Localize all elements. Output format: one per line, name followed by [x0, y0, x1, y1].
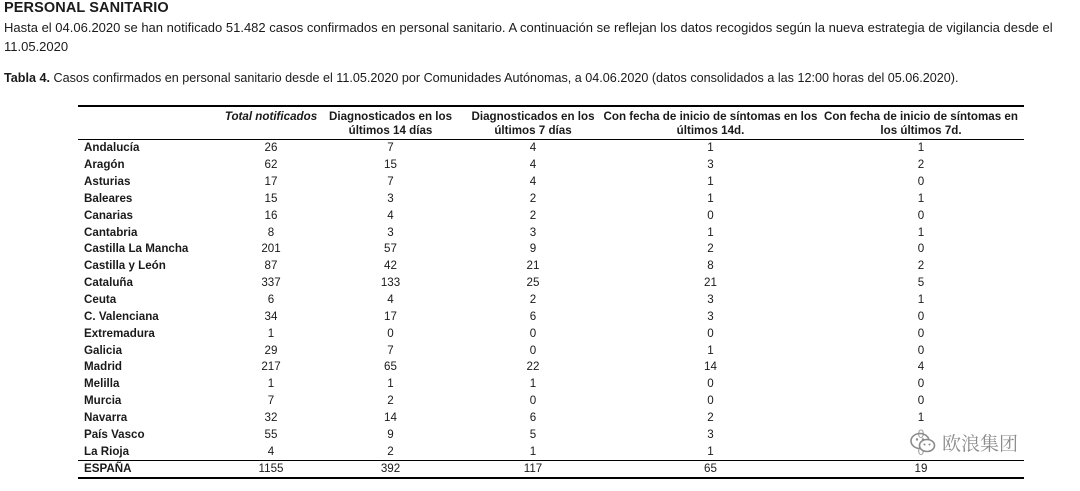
cell-diag-14d: 7: [387, 141, 394, 155]
cell-total: 337: [261, 276, 281, 290]
cell-region: Canarias: [84, 208, 133, 222]
cell-diag-7d: 1: [529, 444, 537, 458]
cell-diag-7d: 2: [529, 293, 537, 307]
cell-diag-7d: 2: [529, 191, 537, 205]
cell-total: 29: [264, 343, 278, 357]
table-total-row: [78, 461, 1024, 479]
cell-diag-7d: 4: [529, 175, 537, 189]
cell-diag-14d: 1: [387, 377, 394, 391]
table-row: [78, 241, 1024, 258]
cell-region: Galicia: [84, 343, 123, 357]
cell-region: Melilla: [84, 377, 120, 391]
cell-region: Castilla y León: [84, 259, 166, 273]
cell-total: 4: [267, 444, 275, 458]
cell-diag-7d: 25: [526, 276, 540, 290]
cell-onset-14d: 21: [704, 276, 717, 290]
cell-diag-7d: 21: [526, 259, 540, 273]
total-region: ESPAÑA: [84, 462, 132, 476]
cell-diag-7d: 9: [529, 242, 537, 256]
cell-region: Asturias: [84, 175, 131, 189]
cell-region: Cantabria: [84, 225, 138, 239]
cell-onset-7d: 4: [917, 360, 925, 374]
cell-onset-7d: 0: [917, 343, 925, 357]
total-diag-14d: 392: [380, 462, 401, 476]
table-row: [78, 157, 1024, 174]
header-onset-14d: Con fecha de inicio de síntomas en los últimos 14d.: [603, 110, 818, 137]
cell-total: 6: [267, 293, 275, 307]
table-header-row: [78, 106, 1024, 140]
cell-onset-7d: 2: [917, 259, 925, 273]
cell-onset-14d: 1: [707, 225, 714, 239]
cell-onset-7d: 0: [917, 394, 925, 408]
table-row: [78, 376, 1024, 393]
cell-onset-14d: 0: [707, 394, 714, 408]
cell-onset-7d: 0: [917, 175, 925, 189]
cell-onset-7d: 0: [917, 326, 925, 340]
cell-onset-14d: 14: [704, 360, 717, 374]
cell-onset-14d: 0: [707, 208, 714, 222]
cell-onset-14d: 3: [707, 309, 714, 323]
cell-diag-14d: 17: [384, 309, 397, 323]
cell-region: Castilla La Mancha: [84, 242, 189, 256]
cell-diag-14d: 4: [387, 208, 394, 222]
cell-onset-14d: 1: [707, 444, 714, 458]
cell-diag-7d: 3: [529, 225, 537, 239]
cell-onset-14d: 0: [707, 377, 714, 391]
cell-region: Madrid: [84, 360, 123, 374]
cell-region: Ceuta: [84, 293, 117, 307]
cell-diag-14d: 7: [387, 175, 394, 189]
cell-onset-7d: 0: [917, 377, 925, 391]
cell-diag-14d: 14: [384, 410, 397, 424]
cell-diag-14d: 133: [380, 276, 401, 290]
cell-diag-14d: 0: [387, 326, 394, 340]
cell-diag-7d: 5: [529, 427, 537, 441]
cell-total: 1: [267, 326, 275, 340]
table-row: [78, 359, 1024, 376]
table-row: [78, 292, 1024, 309]
header-onset-7d: Con fecha de inicio de síntomas en los últimos 7d.: [824, 110, 1018, 137]
wechat-icon: [910, 432, 936, 454]
cell-region: Navarra: [84, 410, 128, 424]
cell-total: 16: [264, 208, 278, 222]
cell-diag-7d: 6: [529, 309, 537, 323]
cell-onset-14d: 3: [707, 427, 714, 441]
total-diag-7d: 117: [523, 462, 543, 476]
cell-diag-7d: 22: [526, 360, 540, 374]
cell-diag-14d: 9: [387, 427, 394, 441]
cell-total: 201: [261, 242, 281, 256]
cell-diag-14d: 2: [387, 444, 394, 458]
cell-onset-14d: 1: [707, 343, 714, 357]
total-onset-7d: 19: [914, 462, 928, 476]
cell-onset-14d: 1: [707, 175, 714, 189]
cell-onset-7d: 2: [917, 158, 925, 172]
cell-onset-7d: 1: [917, 225, 925, 239]
header-region: [78, 106, 224, 140]
cell-onset-14d: 2: [707, 410, 714, 424]
cell-total: 55: [264, 427, 278, 441]
cell-diag-14d: 7: [387, 343, 394, 357]
cell-diag-14d: 42: [384, 259, 397, 273]
table-row: [78, 174, 1024, 191]
table-caption-label: Tabla 4.: [4, 71, 50, 85]
cell-region: C. Valenciana: [84, 309, 159, 323]
cell-region: País Vasco: [84, 427, 145, 441]
table-row: [78, 325, 1024, 342]
table-row: [78, 308, 1024, 325]
table-caption: [4, 71, 1079, 85]
cell-onset-7d: 5: [917, 276, 925, 290]
cell-region: Extremadura: [84, 326, 155, 340]
cell-total: 1: [267, 377, 275, 391]
cell-onset-7d: 1: [917, 410, 925, 424]
total-onset-14d: 65: [704, 462, 717, 476]
table-row: [78, 224, 1024, 241]
cell-diag-14d: 57: [384, 242, 397, 256]
cell-region: La Rioja: [84, 444, 130, 458]
cell-diag-7d: 4: [529, 141, 537, 155]
header-total: Total notificados: [224, 110, 318, 123]
cell-region: Andalucía: [84, 141, 140, 155]
cell-onset-14d: 1: [707, 191, 714, 205]
cases-table: [78, 105, 1024, 479]
cell-onset-14d: 0: [707, 326, 714, 340]
cell-diag-14d: 4: [387, 293, 394, 307]
cell-region: Cataluña: [84, 276, 133, 290]
table-row: [78, 140, 1024, 157]
cell-diag-7d: 0: [529, 326, 537, 340]
cell-diag-14d: 2: [387, 394, 394, 408]
cell-diag-14d: 3: [387, 191, 394, 205]
cell-diag-7d: 6: [529, 410, 537, 424]
cell-total: 8: [267, 225, 275, 239]
header-diag-14d: Diagnosticados en los últimos 14 días: [328, 110, 453, 137]
cell-total: 34: [264, 309, 278, 323]
cell-total: 87: [264, 259, 278, 273]
intro-paragraph: Hasta el 04.06.2020 se han notificado 51.482 casos confirmados en personal sanitario. A continuación se reflejan los datos recogidos según la nueva estrategia de vigilancia desde el 11.05.2020: [4, 20, 1053, 54]
cell-onset-7d: 1: [917, 141, 925, 155]
header-diag-7d: Diagnosticados en los últimos 7 días: [471, 110, 595, 137]
cell-total: 217: [261, 360, 281, 374]
cell-diag-14d: 3: [387, 225, 394, 239]
cell-total: 17: [264, 175, 278, 189]
table-row: [78, 393, 1024, 410]
section-title: PERSONAL SANITARIO: [4, 0, 169, 16]
cell-total: 15: [264, 191, 278, 205]
cell-onset-14d: 3: [707, 158, 714, 172]
cell-onset-7d: 0: [917, 242, 925, 256]
cell-onset-7d: 1: [917, 191, 925, 205]
cell-region: Baleares: [84, 191, 133, 205]
total-notificados: 1155: [258, 462, 284, 476]
table-row: [78, 443, 1024, 460]
table-caption-text: Casos confirmados en personal sanitario desde el 11.05.2020 por Comunidades Autónomas, a 04.06.2020 (datos consolidados a las 12:00 horas del 05.06.2020).: [49, 71, 959, 85]
cell-diag-7d: 0: [529, 394, 537, 408]
watermark-text: 欧浪集团: [942, 434, 1019, 455]
cell-total: 26: [264, 141, 278, 155]
cell-onset-14d: 1: [707, 141, 714, 155]
cell-diag-14d: 15: [384, 158, 397, 172]
cell-onset-7d: 0: [917, 208, 925, 222]
cell-region: Aragón: [84, 158, 125, 172]
cell-total: 62: [264, 158, 278, 172]
cell-onset-14d: 8: [707, 259, 714, 273]
cell-onset-14d: 3: [707, 293, 714, 307]
watermark: [906, 428, 1022, 457]
table-row: [78, 191, 1024, 208]
table-row: [78, 207, 1024, 224]
cell-onset-7d: 1: [917, 293, 925, 307]
table-row: [78, 426, 1024, 443]
cell-diag-7d: 2: [529, 208, 537, 222]
cell-region: Murcia: [84, 394, 122, 408]
cell-diag-14d: 65: [384, 360, 397, 374]
table-row: [78, 275, 1024, 292]
table-row: [78, 410, 1024, 427]
table-body: [78, 140, 1024, 461]
cell-total: 32: [264, 410, 278, 424]
cell-onset-14d: 2: [707, 242, 714, 256]
cell-onset-7d: 0: [917, 309, 925, 323]
table-row: [78, 342, 1024, 359]
table-row: [78, 258, 1024, 275]
cell-diag-7d: 1: [529, 377, 537, 391]
cell-total: 7: [267, 394, 275, 408]
cell-diag-7d: 0: [529, 343, 537, 357]
cell-diag-7d: 4: [529, 158, 537, 172]
